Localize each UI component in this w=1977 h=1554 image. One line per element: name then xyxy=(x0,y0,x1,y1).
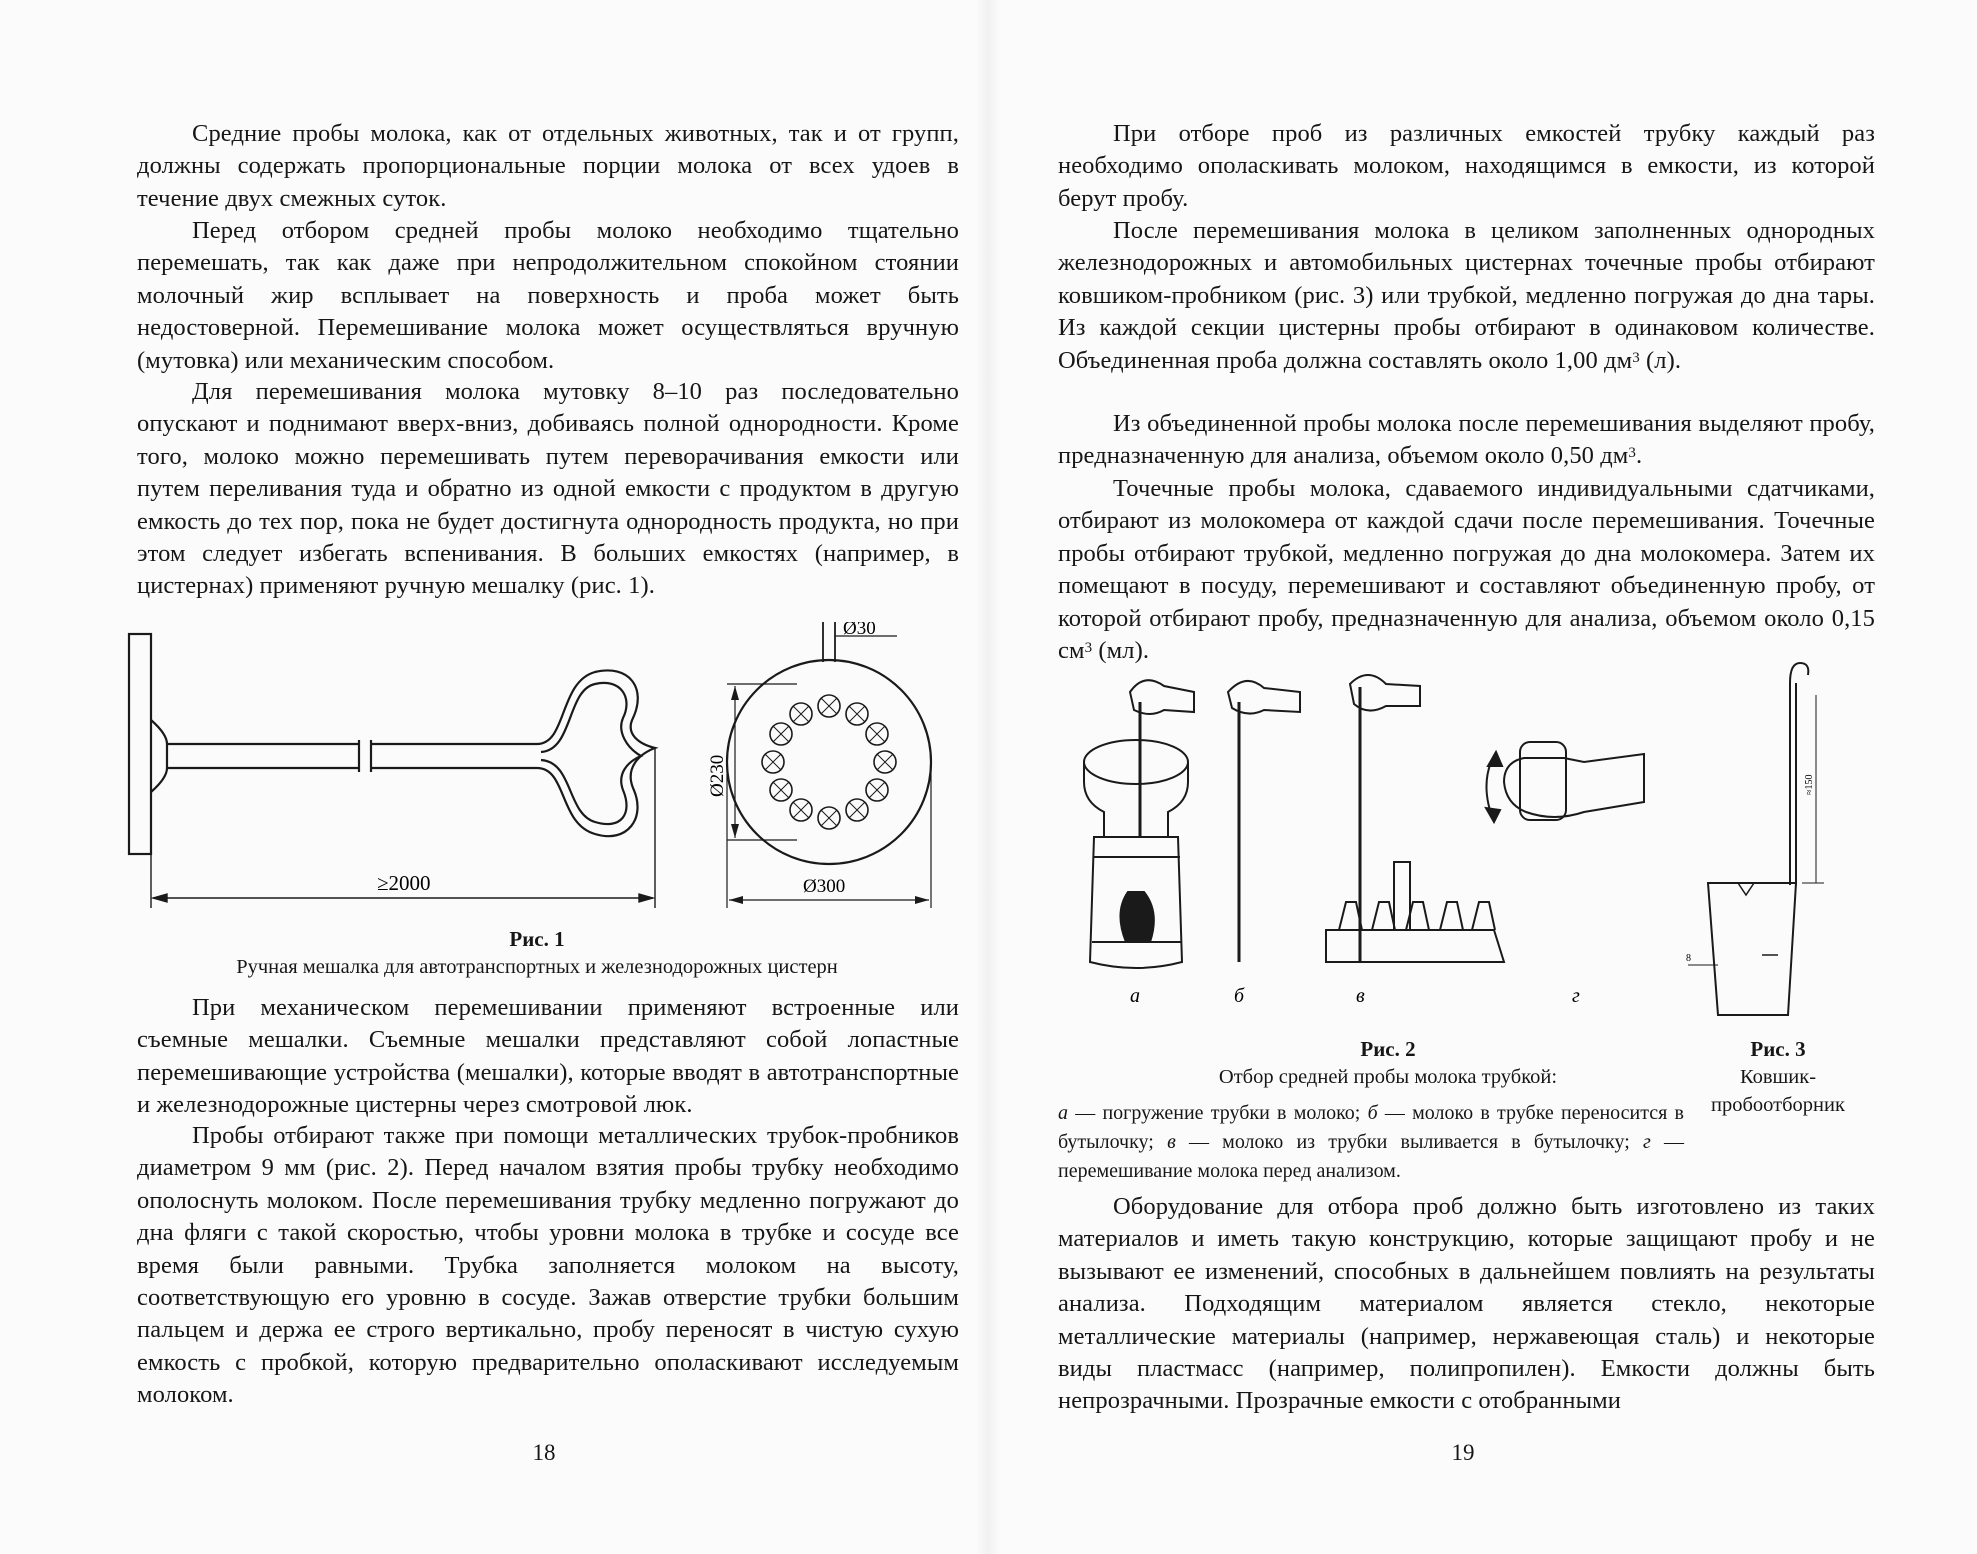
right-paragraph-4: Точечные пробы молока, сдаваемого индивидуальными сдатчиками, отбирают из молокомера от каждой сдачи после перемешивания. Точечные пробы отбирают трубкой, медленно погружая до дна молокомера. Затем их помещают в посуду, перемешивают и составляют объединенную пробу, от которой отбирают пробу, предназначенную для анализа, объемом около 0,15 $см^3$ (мл). xyxy=(1058,475,1875,665)
figure-3-ladle-drawing xyxy=(1678,655,1878,1035)
figure-3-caption-line-1: Ковшик- xyxy=(1739,1066,1817,1088)
figure-2-caption: Отбор средней пробы молока трубкой: xyxy=(1218,1066,1558,1088)
figure-3-title: Рис. 3 xyxy=(1750,1037,1806,1061)
figure-2-label-g: г xyxy=(1572,985,1580,1007)
right-paragraph-1: При отборе проб из различных емкостей трубку каждый раз необходимо ополаскивать молоком, находящимся в емкости, из которой берут пробу. xyxy=(1058,120,1875,212)
right-paragraph-3: Из объединенной пробы молока после перемешивания выделяют пробу, предназначенную для анализа, объемом около 0,50 $дм^3$. xyxy=(1058,410,1875,470)
right-paragraph-2: После перемешивания молока в целиком заполненных однородных железнодорожных и автомобильных цистернах точечные пробы отбирают ковшиком-пробником (рис. 3) или трубкой, медленно погружая до дна тары. Из каждой секции цистерны пробы отбирают в одинаковом количестве. Объединенная проба должна составлять около 1,00 $дм^3$ (л). xyxy=(1058,217,1875,374)
right-page-number: 19 xyxy=(1451,1440,1475,1465)
left-paragraph-2: Перед отбором средней пробы молоко необходимо тщательно перемешать, так как даже при непродолжительном спокойном стоянии молочный жир всплывает на поверхность и проба может быть недостоверной. Перемешивание молока может осуществляться вручную (мутовка) или механическим способом. xyxy=(137,217,959,374)
left-page xyxy=(0,0,988,1554)
figure-2-sampling-illustration xyxy=(1064,662,1664,1022)
left-paragraph-5: Пробы отбирают также при помощи металлических трубок-пробников диаметром 9 мм (рис. 2). Перед началом взятия пробы трубку необходимо ополоснуть молоком. После перемешивания трубку медленно погружают до дна фляги с такой скоростью, чтобы уровни молока в трубке и сосуде все время были равными. Трубка заполняется молоком на высоту, соответствующую его уровню в сосуде. Зажав отверстие трубки большим пальцем и держа ее строго вертикально, пробу переносят в чистую сухую емкость с пробкой, которую предварительно ополаскивают исследуемым молоком. xyxy=(137,1122,959,1409)
figure-2-label-v: в xyxy=(1356,985,1365,1007)
left-paragraph-4: При механическом перемешивании применяют встроенные или съемные мешалки. Съемные мешалки представляют собой лопастные перемешивающие устройства (мешалки), которые вводят в автотранспортные и железнодорожные цистерны через смотровой люк. xyxy=(137,994,959,1119)
figure-2-legend: а — погружение трубки в молоко; б — молоко в трубке переносится в бутылочку; в — молоко из трубки выливается в бутылочку; г — перемешивание молока перед анализом. xyxy=(1058,1102,1685,1182)
figure-1-mixer-drawing xyxy=(127,622,947,922)
left-page-number: 18 xyxy=(532,1440,556,1465)
figure-3-caption-line-2: пробоотборник xyxy=(1711,1094,1845,1116)
figure-1-handle-dimension: Ø30 xyxy=(843,622,876,639)
figure-2-label-b: б xyxy=(1234,985,1245,1007)
left-paragraph-1: Средние пробы молока, как от отдельных животных, так и от групп, должны содержать пропорциональные порции молока от всех удоев в течение двух смежных суток. xyxy=(137,120,959,212)
figure-2-title: Рис. 2 xyxy=(1360,1037,1416,1061)
figure-1-outer-dimension: Ø300 xyxy=(803,876,846,897)
left-paragraph-3: Для перемешивания молока мутовку 8–10 раз последовательно опускают и поднимают вверх-вниз, добиваясь полной однородности. Кроме того, молоко можно перемешивать путем переворачивания емкости или путем переливания туда и обратно из одной емкости с продуктом в другую емкость до тех пор, пока не будет достигнута однородность продукта, но при этом следует избегать вспенивания. В больших емкостях (например, в цистернах) применяют ручную мешалку (рис. 1). xyxy=(137,378,959,600)
figure-1-inner-dimension: Ø230 xyxy=(707,754,728,797)
figure-1-caption: Ручная мешалка для автотранспортных и железнодорожных цистерн xyxy=(236,956,838,978)
figure-2-label-a: а xyxy=(1130,985,1140,1007)
figure-3-height-dimension: ≈150 xyxy=(1804,774,1815,795)
right-page xyxy=(988,0,1977,1554)
figure-1-title: Рис. 1 xyxy=(509,927,565,951)
figure-1-length-dimension: ≥2000 xyxy=(377,871,431,895)
right-paragraph-5: Оборудование для отбора проб должно быть изготовлено из таких материалов и иметь такую конструкцию, которые защищают пробу и не вызывают ее изменений, способных в дальнейшем повлиять на результаты анализа. Подходящим материалом является стекло, некоторые металлические материалы (например, нержавеющая сталь) и некоторые виды пластмасс (например, полипропилен). Емкости должны быть непрозрачными. Прозрачные емкости с отобранными xyxy=(1058,1193,1875,1415)
figure-3-mark-dimension: 8 xyxy=(1686,953,1691,964)
